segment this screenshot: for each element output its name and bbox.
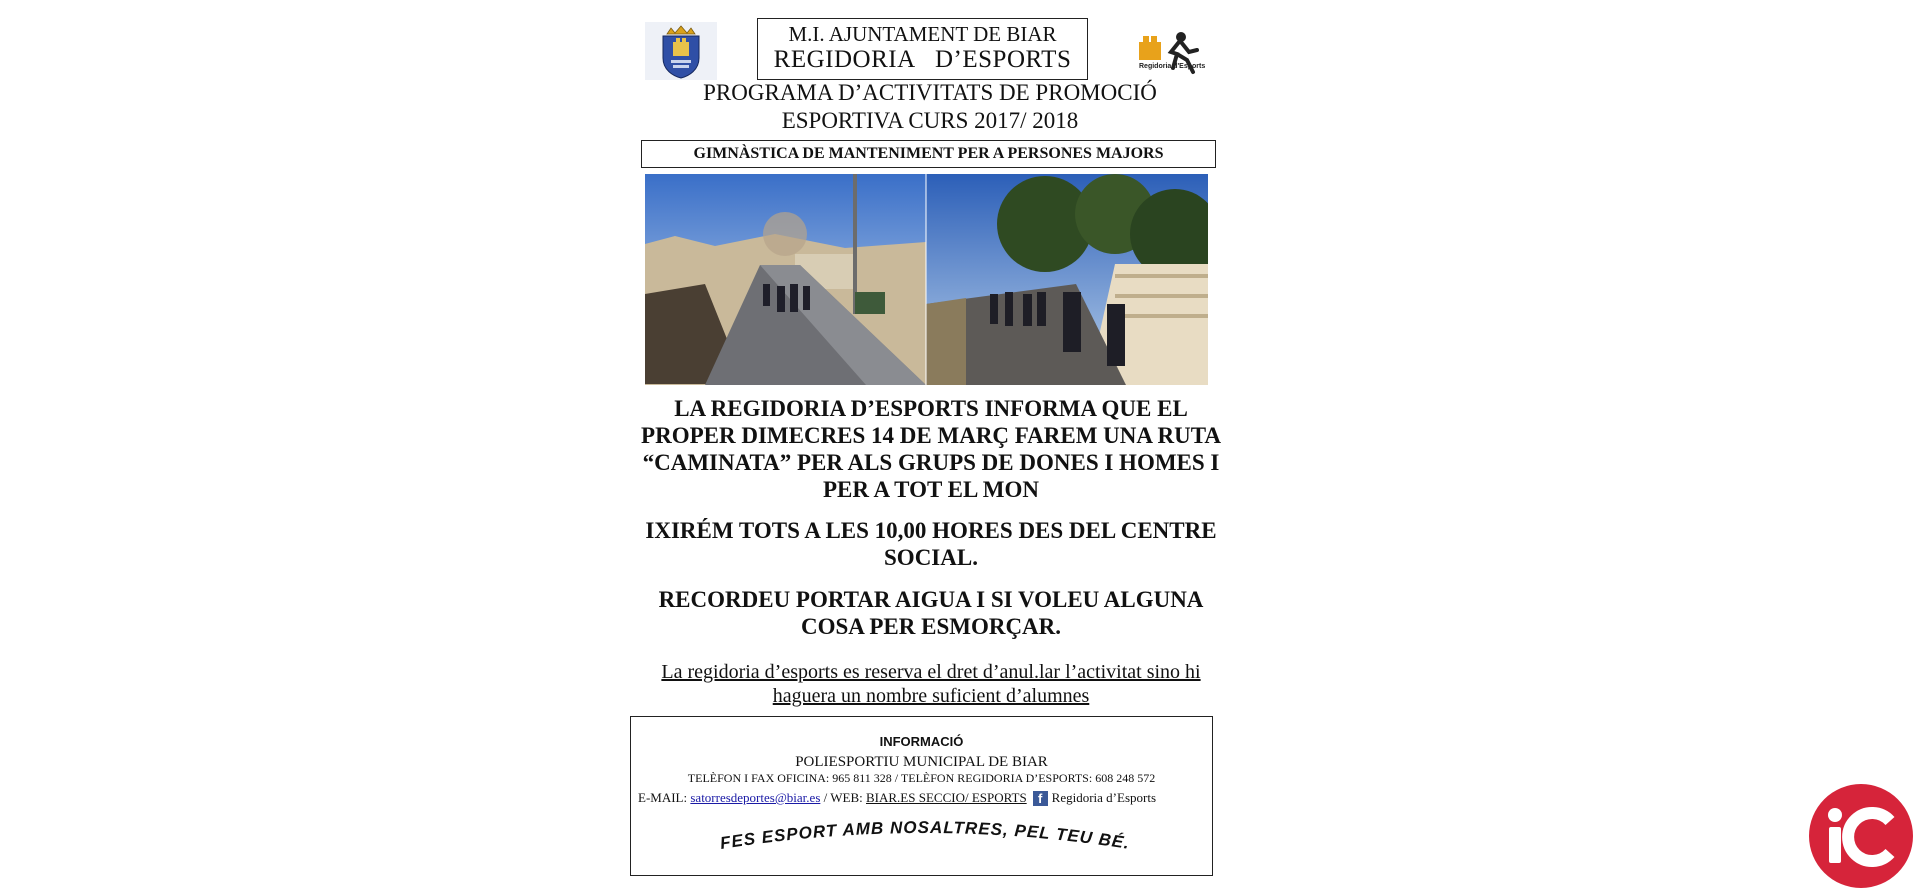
email-label: E-MAIL: (638, 790, 688, 805)
svg-text:FES ESPORT AMB NOSALTRES, PEL (719, 818, 1132, 853)
departure-text: IXIRÉM TOTS A LES 10,00 HORES DES DEL CENTRE SOCIAL. (645, 518, 1217, 570)
program-title-line2: ESPORTIVA CURS 2017/ 2018 (781, 108, 1079, 133)
department-title: REGIDORIA D’ESPORTS (773, 46, 1072, 73)
program-title-line1: PROGRAMA D’ACTIVITATS DE PROMOCIÓ (703, 80, 1157, 105)
slogan-text: FES ESPORT AMB NOSALTRES, PEL TEU BÉ. (718, 817, 1132, 853)
ic-logo-icon[interactable] (1808, 783, 1914, 889)
announcement-text: LA REGIDORIA D’ESPORTS INFORMA QUE EL PROPER DIMECRES 14 DE MARÇ FAREM UNA RUTA “CAMINATA” PER ALS GRUPS DE DONES I HOMES I PER A TOT EL MON (641, 396, 1221, 502)
web-link[interactable]: BIAR.ES SECCIO/ ESPORTS (866, 790, 1027, 805)
facebook-icon[interactable]: f (1033, 791, 1048, 806)
slogan-arc (640, 815, 1210, 875)
sport-logo-text: Regidoria d'Esports (1139, 63, 1205, 70)
facebook-page-name: Regidoria d’Esports (1051, 790, 1157, 805)
info-contact-line (638, 790, 1208, 806)
info-title: INFORMACIÓ (879, 734, 964, 749)
reminder-text: RECORDEU PORTAR AIGUA I SI VOLEU ALGUNA COSA PER ESMORÇAR. (658, 587, 1204, 639)
info-phones: TELÈFON I FAX OFICINA: 965 811 328 / TELÈFON REGIDORIA D’ESPORTS: 608 248 572 (687, 771, 1156, 785)
disclaimer-text: La regidoria d’esports es reserva el dret d’anul.lar l’activitat sino hi haguera un nombre suficient d’alumnes (661, 661, 1201, 707)
municipality-title: M.I. AJUNTAMENT DE BIAR (788, 22, 1057, 46)
regidoria-esports-logo (1135, 28, 1205, 78)
web-label: / WEB: (823, 790, 863, 805)
coat-of-arms-icon (645, 22, 717, 80)
activity-category: GIMNÀSTICA DE MANTENIMENT PER A PERSONES MAJORS (641, 140, 1216, 168)
walkers-photo (645, 174, 1208, 385)
info-venue: POLIESPORTIU MUNICIPAL DE BIAR (795, 754, 1048, 770)
email-link[interactable]: satorresdeportes@biar.es (690, 790, 821, 805)
